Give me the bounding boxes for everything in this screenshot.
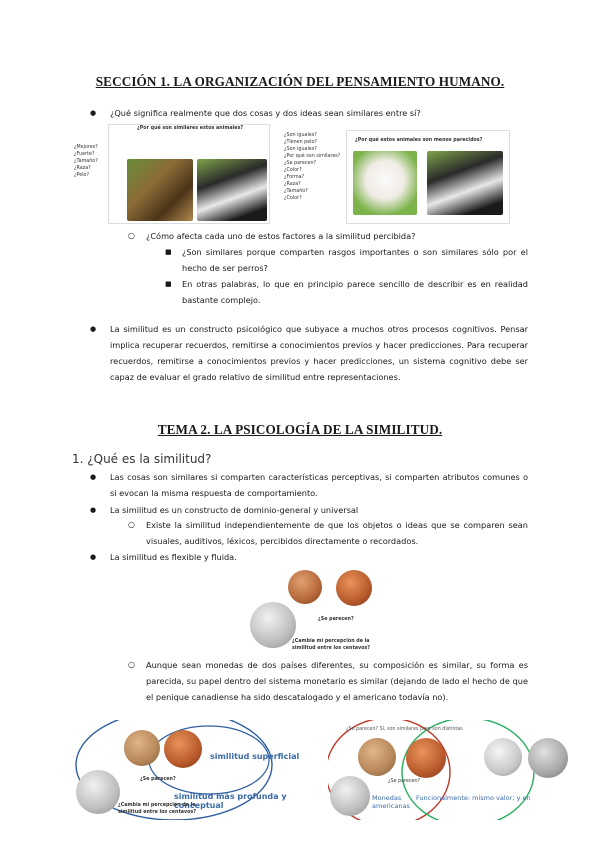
venn-us-penny	[164, 730, 202, 768]
similarity-venn-figure	[74, 720, 324, 820]
function-canadian-penny	[358, 738, 396, 776]
function-nickel	[330, 776, 370, 816]
different-dogs-panel	[346, 130, 510, 224]
tema2-title: TEMA 2. LA PSICOLOGÍA DE LA SIMILITUD.	[157, 422, 443, 437]
bullet-definition: ● Las cosas son similares si comparten características perceptivas, si comparten atributos comunes o si evocan la misma respuesta de comportamiento.	[110, 469, 528, 501]
deep-similarity-label: similitud más profunda y conceptual	[174, 792, 287, 810]
nickel-coin	[250, 602, 296, 648]
german-shepherd-image	[127, 159, 193, 221]
function-us-penny	[406, 738, 446, 778]
venn-question-2: ¿Cambia mi percepción de la similitud entre los centavos?	[118, 803, 197, 815]
us-penny	[336, 570, 372, 606]
husky-image	[197, 159, 267, 221]
functional-label: Funcionalmente: mismo valor; y en	[416, 794, 531, 802]
subsection-heading: 1. ¿Qué es la similitud?	[72, 452, 212, 466]
sub-question: ○ ¿Cómo afecta cada uno de estos factores a la similitud percibida?	[146, 228, 536, 244]
venn-nickel	[76, 770, 120, 814]
coins-explanation: ○ Aunque sean monedas de dos países diferentes, su composición es similar, su forma es parecida, su papel dentro del sistema monetario es similar (dejando de lado el hecho de que el penique canadiense ha sido descatalogado y el americano todavía no).	[146, 657, 528, 705]
function-coin-4	[528, 738, 568, 778]
coins-question-2: ¿Cambia mi percepción de la similitud entre los centavos?	[292, 639, 371, 651]
function-question: ¿Se parecen?	[388, 779, 421, 784]
bullet-domain-general: ● La similitud es un constructo de dominio-general y universal	[110, 502, 528, 518]
function-top-text: ¿Se parecen? Sí, son similares pero son distintas	[346, 727, 463, 732]
section-title: SECCIÓN 1. LA ORGANIZACIÓN DEL PENSAMIENTO HUMANO.	[95, 74, 505, 89]
left-question-list: ¿Mejores? ¿Fuerte? ¿Tamaño? ¿Raza? ¿Pelo?	[74, 145, 98, 178]
middle-question-list: ¿Son iguales? ¿Tienen pelo? ¿Son iguales? ¿Por qué son similares? ¿Se parecen? ¿Color? ¿Forma? ¿Raza? ¿Tamaño? ¿Color?	[284, 133, 341, 201]
right-caption: ¿Por qué estos animales son menos parecidos?	[355, 138, 483, 143]
function-coin-3	[484, 738, 522, 776]
canadian-penny	[288, 570, 322, 604]
question-bullet: ● ¿Qué significa realmente que dos cosas y dos ideas sean similares entre sí?	[110, 105, 550, 121]
venn-question: ¿Se parecen?	[140, 777, 176, 782]
similar-dogs-panel	[108, 124, 270, 224]
sub-question-a: ■ ¿Son similares porque comparten rasgos importantes o son similares sólo por el hecho de ser perros?	[182, 244, 528, 276]
similarity-paragraph: ● La similitud es un constructo psicológico que subyace a muchos otros procesos cognitivos. Pensar implica recuperar recuerdos, remitirse a conocimientos previos y hacer predicciones. Para recuperar recuerdos, remitirse a conocimientos previos y hacer predicciones, un sistema cognitivo debe ser capaz de evaluar el grado relativo de similitud entre representaciones.	[110, 321, 528, 385]
dogs-figure	[74, 122, 510, 224]
venn-canadian-penny	[124, 730, 160, 766]
maltese-image	[353, 151, 417, 215]
bullet-flexible: ● La similitud es flexible y fluida.	[110, 549, 528, 565]
sub-question-b: ■ En otras palabras, lo que en principio parece sencillo de describir es en realidad bastante complejo.	[182, 276, 528, 308]
coins-question: ¿Se parecen?	[318, 617, 354, 622]
bullet-domain-general-sub: ○ Existe la similitud independientemente de que los objetos o ideas que se comparen sean visuales, auditivos, léxicos, percibidos directamente o recordados.	[146, 517, 528, 549]
coins-figure	[248, 566, 388, 654]
husky-image-2	[427, 151, 503, 215]
surface-similarity-label: similitud superficial	[210, 752, 300, 761]
functional-similarity-figure	[328, 720, 574, 820]
american-coins-label: Monedas americanas	[372, 794, 410, 810]
left-caption: ¿Por qué son similares estos animales?	[137, 126, 244, 131]
